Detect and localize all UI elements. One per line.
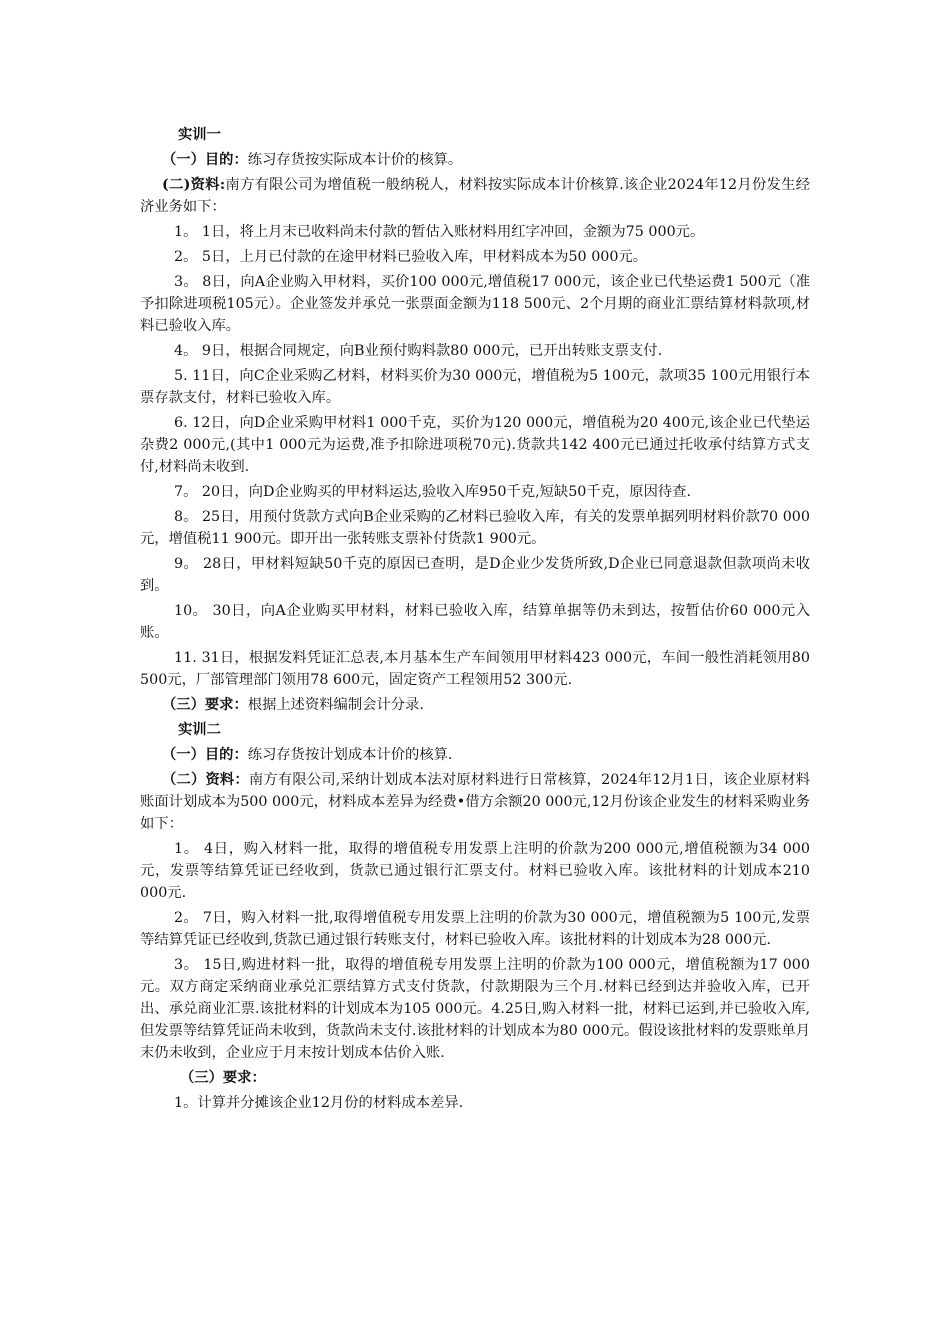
training1-material (140, 174, 810, 218)
training1-item: 4。 9日，根据合同规定，向B业预付购料款80 000元，已开出转账支票支付. (174, 343, 663, 359)
training1-requirement-text: 根据上述资料编制会计分录. (247, 697, 424, 713)
training1-item: 9。 28日，甲材料短缺50千克的原因已查明，是D企业少发货所致,D企业已同意退款但款项尚未收到。 (140, 556, 810, 594)
training2-purpose-text: 练习存货按计划成本计价的核算. (247, 747, 453, 763)
training2-requirement (140, 1067, 810, 1089)
training1-purpose-label: （一）目的： (162, 152, 248, 168)
training1-item: 11. 31日，根据发料凭证汇总表,本月基本生产车间领用甲材料423 000元，车间一般性消耗领用80 500元，厂部管理部门领用78 600元，固定资产工程领用52 300元. (140, 650, 810, 688)
training1-requirement (140, 694, 810, 716)
training2-material-text: 南方有限公司,采纳计划成本法对原材料进行日常核算，2024年12月1日，该企业原材料账面计划成本为500 000元，材料成本差异为经费•借方余额20 000元,12月份该企业发生的材料采购业务如下： (140, 772, 811, 832)
training1-item: 1。 1日，将上月末已收料尚未付款的暂估入账材料用红字冲回，金额为75 000元。 (174, 224, 705, 240)
training1-material-text: 南方有限公司为增值税一般纳税人，材料按实际成本计价核算.该企业2024年12月份发生经济业务如下： (140, 177, 810, 215)
training2-item: 1。 4日，购入材料一批，取得的增值税专用发票上注明的价款为200 000元,增值税额为34 000元，发票等结算凭证已经收到，货款已通过银行汇票支付。材料已验收入库。该批材料的计划成本210 000元. (140, 841, 810, 901)
training1-item: 10。 30日，向A企业购买甲材料，材料已验收入库，结算单据等仍未到达，按暂估价60 000元入账。 (140, 603, 810, 641)
training2-material (140, 769, 810, 835)
document-page (140, 124, 810, 1117)
training2-item: 3。 15日,购进材料一批，取得的增值税专用发票上注明的价款为100 000元，增值税额为17 000元。双方商定采纳商业承兑汇票结算方式支付货款，付款期限为三个月.材料已经到达并验收入库，已开出、承兑商业汇票.该批材料的计划成本为105 000元。4.25日,购入材料一批，材料已运到,并已验收入库,但发票等结算凭证尚未收到，货款尚未支付.该批材料的计划成本为80 000元。假设该批材料的发票账单月末仍未收到，企业应于月末按计划成本估价入账. (140, 957, 810, 1061)
training2-requirement-label: （三）要求： (180, 1070, 266, 1086)
training2-material-label: （二）资料： (162, 772, 249, 788)
training2-item: 2。 7日，购入材料一批,取得增值税专用发票上注明的价款为30 000元，增值税额为5 100元,发票等结算凭证已经收到,货款已通过银行转账支付，材料已验收入库。该批材料的计划成本为28 000元. (140, 910, 810, 948)
training1-item: 5. 11日，向C企业采购乙材料，材料买价为30 000元，增值税为5 100元，款项35 100元用银行本票存款支付，材料已验收入库。 (140, 368, 810, 406)
training1-item: 2。 5日，上月已付款的在途甲材料已验收入库，甲材料成本为50 000元。 (174, 249, 648, 265)
training1-purpose (140, 149, 810, 171)
training1-material-label: (二)资料: (162, 177, 226, 193)
training2-purpose (140, 744, 810, 766)
training1-purpose-text: 练习存货按实际成本计价的核算。 (247, 152, 463, 168)
training1-requirement-label: （三）要求： (162, 697, 248, 713)
training1-item: 7。 20日，向D企业购买的甲材料运达,验收入库950千克,短缺50千克，原因待查. (174, 484, 692, 500)
training1-item: 6. 12日，向D企业采购甲材料1 000千克，买价为120 000元，增值税为20 400元,该企业已代垫运杂费2 000元,(其中1 000元为运费,准予扣除进项税70元).货款共142 400元已通过托收承付结算方式支付,材料尚未收到. (140, 415, 810, 475)
training2-title: 实训二 (178, 722, 221, 738)
training1-item: 8。 25日，用预付货款方式向B企业采购的乙材料已验收入库，有关的发票单据列明材料价款70 000元，增值税11 900元。即开出一张转账支票补付货款1 900元。 (140, 509, 810, 547)
training2-requirement-item: 1。计算并分摊该企业12月份的材料成本差异. (174, 1095, 464, 1111)
training2-purpose-label: （一）目的： (162, 747, 248, 763)
training1-title: 实训一 (178, 127, 221, 143)
training1-item: 3。 8日，向A企业购入甲材料，买价100 000元,增值税17 000元，该企业已代垫运费1 500元（准予扣除进项税105元）。企业签发并承兑一张票面金额为118 500元、2个月期的商业汇票结算材料款项,材料已验收入库。 (140, 274, 810, 334)
